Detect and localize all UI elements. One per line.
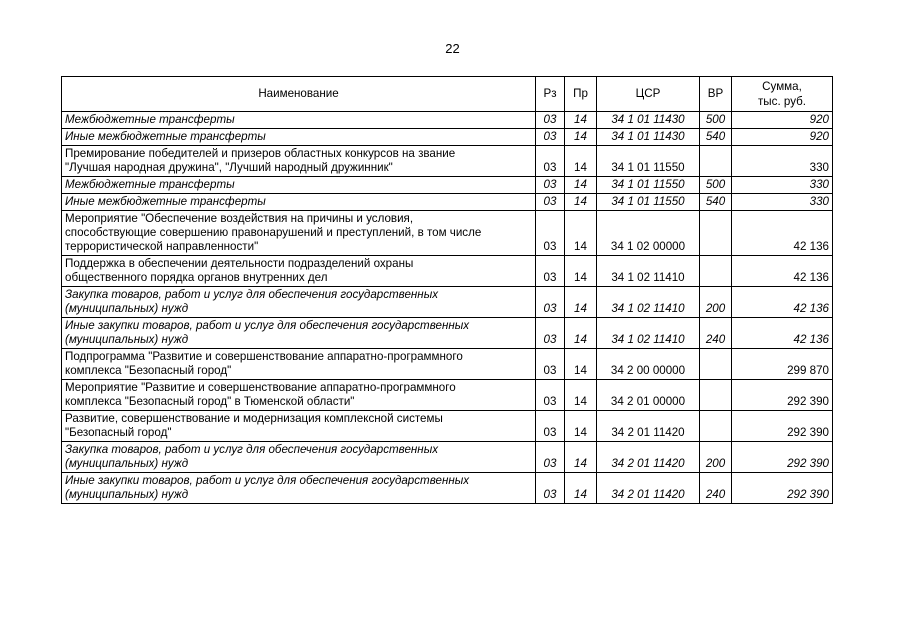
cell-csr: 34 1 01 11550: [597, 146, 700, 177]
cell-name: Подпрограмма "Развитие и совершенствование аппаратно-программного комплекса "Безопасный город": [62, 349, 536, 380]
table-row: [62, 211, 833, 256]
cell-name: Мероприятие "Обеспечение воздействия на причины и условия, способствующие совершению правонарушений и преступлений, в том числе террористической направленности": [62, 211, 536, 256]
cell-pr: 14: [565, 211, 597, 256]
table-row: [62, 146, 833, 177]
cell-pr: 14: [565, 146, 597, 177]
table-body: [62, 112, 833, 504]
cell-csr: 34 1 02 11410: [597, 318, 700, 349]
cell-rz: 03: [536, 256, 565, 287]
cell-rz: 03: [536, 411, 565, 442]
cell-vr: 240: [700, 318, 732, 349]
cell-sum: 292 390: [732, 380, 833, 411]
page-number: 22: [445, 41, 460, 56]
cell-sum: 299 870: [732, 349, 833, 380]
cell-vr: [700, 146, 732, 177]
cell-rz: 03: [536, 318, 565, 349]
cell-csr: 34 1 01 11430: [597, 112, 700, 129]
table-row: [62, 442, 833, 473]
header-rz: Рз: [536, 77, 565, 112]
cell-name: Межбюджетные трансферты: [62, 112, 536, 129]
cell-name: Иные закупки товаров, работ и услуг для обеспечения государственных (муниципальных) нужд: [62, 473, 536, 504]
cell-rz: 03: [536, 129, 565, 146]
table-row: [62, 287, 833, 318]
cell-rz: 03: [536, 380, 565, 411]
header-vr: ВР: [700, 77, 732, 112]
cell-rz: 03: [536, 211, 565, 256]
cell-pr: 14: [565, 380, 597, 411]
cell-name: Иные закупки товаров, работ и услуг для обеспечения государственных (муниципальных) нужд: [62, 318, 536, 349]
budget-table: [61, 76, 833, 504]
header-name: Наименование: [62, 77, 536, 112]
cell-sum: 42 136: [732, 287, 833, 318]
cell-name: Закупка товаров, работ и услуг для обеспечения государственных (муниципальных) нужд: [62, 442, 536, 473]
cell-pr: 14: [565, 442, 597, 473]
table-row: [62, 349, 833, 380]
table-row: [62, 318, 833, 349]
cell-pr: 14: [565, 349, 597, 380]
table-row: [62, 177, 833, 194]
cell-vr: 200: [700, 442, 732, 473]
cell-sum: 292 390: [732, 442, 833, 473]
table-row: [62, 411, 833, 442]
cell-name: Иные межбюджетные трансферты: [62, 129, 536, 146]
cell-pr: 14: [565, 112, 597, 129]
cell-pr: 14: [565, 129, 597, 146]
cell-vr: 500: [700, 112, 732, 129]
cell-rz: 03: [536, 349, 565, 380]
cell-sum: 42 136: [732, 256, 833, 287]
table-row: [62, 256, 833, 287]
cell-name: Поддержка в обеспечении деятельности подразделений охраны общественного порядка органов внутренних дел: [62, 256, 536, 287]
cell-rz: 03: [536, 287, 565, 318]
table-row: [62, 380, 833, 411]
cell-rz: 03: [536, 442, 565, 473]
cell-vr: 200: [700, 287, 732, 318]
table-header-row: [62, 77, 833, 112]
cell-rz: 03: [536, 194, 565, 211]
cell-name: Премирование победителей и призеров областных конкурсов на звание "Лучшая народная дружина", "Лучший народный дружинник": [62, 146, 536, 177]
cell-pr: 14: [565, 177, 597, 194]
header-csr: ЦСР: [597, 77, 700, 112]
table-row: [62, 194, 833, 211]
cell-vr: [700, 211, 732, 256]
cell-sum: 330: [732, 194, 833, 211]
table-row: [62, 112, 833, 129]
cell-rz: 03: [536, 146, 565, 177]
cell-csr: 34 1 02 11410: [597, 256, 700, 287]
cell-vr: 540: [700, 194, 732, 211]
cell-vr: 240: [700, 473, 732, 504]
cell-vr: [700, 411, 732, 442]
cell-csr: 34 2 01 00000: [597, 380, 700, 411]
cell-vr: [700, 256, 732, 287]
cell-csr: 34 1 02 00000: [597, 211, 700, 256]
cell-rz: 03: [536, 473, 565, 504]
cell-name: Межбюджетные трансферты: [62, 177, 536, 194]
cell-sum: 42 136: [732, 318, 833, 349]
header-pr: Пр: [565, 77, 597, 112]
cell-sum: 330: [732, 146, 833, 177]
cell-csr: 34 1 01 11550: [597, 177, 700, 194]
cell-name: Иные межбюджетные трансферты: [62, 194, 536, 211]
cell-csr: 34 1 01 11550: [597, 194, 700, 211]
cell-name: Мероприятие "Развитие и совершенствование аппаратно-программного комплекса "Безопасный город" в Тюменской области": [62, 380, 536, 411]
cell-rz: 03: [536, 112, 565, 129]
cell-sum: 330: [732, 177, 833, 194]
table-row: [62, 129, 833, 146]
cell-vr: [700, 349, 732, 380]
cell-pr: 14: [565, 318, 597, 349]
cell-csr: 34 1 02 11410: [597, 287, 700, 318]
cell-csr: 34 1 01 11430: [597, 129, 700, 146]
header-sum: Сумма, тыс. руб.: [732, 77, 833, 112]
cell-csr: 34 2 01 11420: [597, 442, 700, 473]
cell-name: Закупка товаров, работ и услуг для обеспечения государственных (муниципальных) нужд: [62, 287, 536, 318]
cell-pr: 14: [565, 411, 597, 442]
cell-sum: 292 390: [732, 473, 833, 504]
cell-pr: 14: [565, 194, 597, 211]
cell-pr: 14: [565, 473, 597, 504]
cell-vr: 500: [700, 177, 732, 194]
cell-csr: 34 2 00 00000: [597, 349, 700, 380]
cell-rz: 03: [536, 177, 565, 194]
cell-vr: 540: [700, 129, 732, 146]
cell-sum: 920: [732, 129, 833, 146]
cell-sum: 42 136: [732, 211, 833, 256]
cell-pr: 14: [565, 287, 597, 318]
cell-sum: 920: [732, 112, 833, 129]
cell-name: Развитие, совершенствование и модернизация комплексной системы "Безопасный город": [62, 411, 536, 442]
cell-pr: 14: [565, 256, 597, 287]
table-row: [62, 473, 833, 504]
cell-vr: [700, 380, 732, 411]
cell-csr: 34 2 01 11420: [597, 473, 700, 504]
cell-sum: 292 390: [732, 411, 833, 442]
cell-csr: 34 2 01 11420: [597, 411, 700, 442]
